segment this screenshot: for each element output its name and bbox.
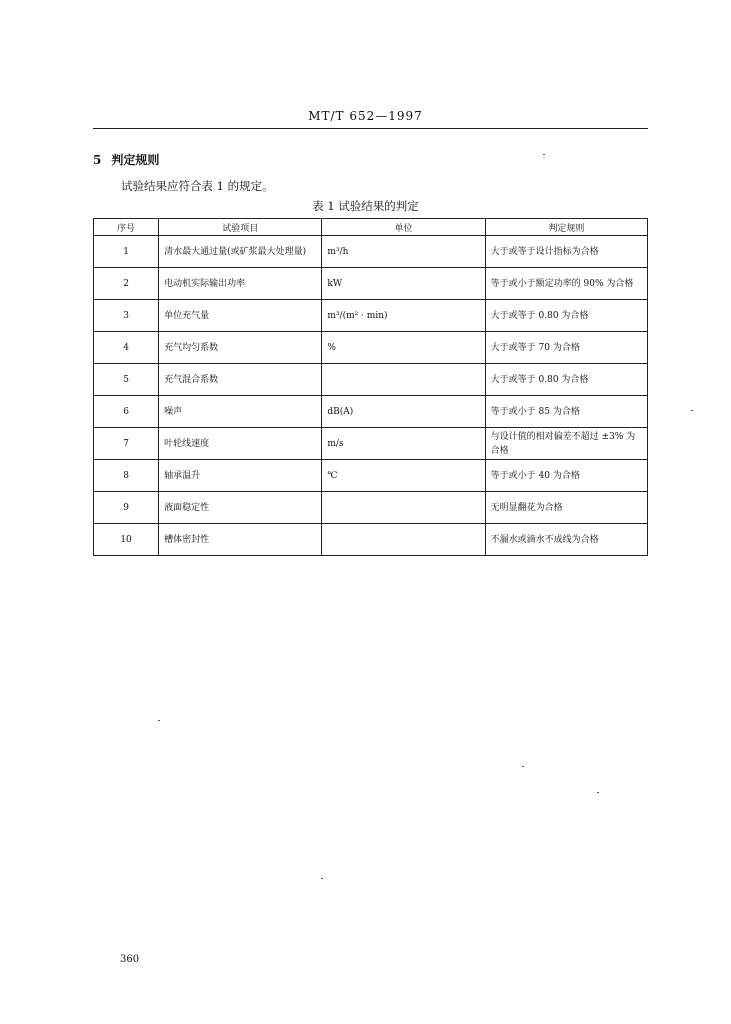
results-table — [93, 218, 648, 556]
section-title: 判定规则 — [111, 153, 160, 167]
cell-unit: % — [322, 332, 485, 364]
cell-no: 8 — [94, 460, 159, 492]
cell-rule: 无明显翻花为合格 — [485, 492, 647, 524]
scan-speck — [543, 154, 545, 155]
cell-item: 电动机实际输出功率 — [159, 268, 322, 300]
table-header-row — [94, 219, 648, 236]
cell-rule: 大于或等于设计指标为合格 — [485, 236, 647, 268]
cell-rule: 大于或等于 0.80 为合格 — [485, 364, 647, 396]
cell-unit: m/s — [322, 428, 485, 460]
cell-no: 5 — [94, 364, 159, 396]
cell-item: 槽体密封性 — [159, 524, 322, 556]
cell-unit — [322, 492, 485, 524]
section-heading — [93, 151, 159, 168]
table-row — [94, 492, 648, 524]
scan-speck — [158, 720, 160, 721]
table-row — [94, 268, 648, 300]
scan-speck — [597, 792, 599, 793]
cell-unit: m³/(m² · min) — [322, 300, 485, 332]
cell-unit: m³/h — [322, 236, 485, 268]
page-number: 360 — [120, 954, 140, 965]
table-row — [94, 396, 648, 428]
cell-item: 充气混合系数 — [159, 364, 322, 396]
column-header-unit: 单位 — [322, 219, 485, 236]
cell-no: 4 — [94, 332, 159, 364]
cell-no: 2 — [94, 268, 159, 300]
table-row — [94, 332, 648, 364]
table-caption: 表 1 试验结果的判定 — [312, 199, 419, 213]
cell-rule: 大于或等于 0.80 为合格 — [485, 300, 647, 332]
scan-speck — [691, 410, 693, 411]
intro-paragraph: 试验结果应符合表 1 的规定。 — [121, 179, 274, 193]
scan-speck — [522, 766, 524, 767]
cell-item: 充气均匀系数 — [159, 332, 322, 364]
table-row — [94, 236, 648, 268]
cell-rule: 与设计值的相对偏差不超过 ±3% 为合格 — [485, 428, 647, 460]
cell-rule: 不漏水或滴水不成线为合格 — [485, 524, 647, 556]
cell-no: 3 — [94, 300, 159, 332]
scan-speck — [321, 878, 323, 879]
header-rule — [93, 128, 648, 129]
cell-item: 轴承温升 — [159, 460, 322, 492]
column-header-item: 试验项目 — [159, 219, 322, 236]
page-header: MT/T 652—1997 — [308, 109, 423, 123]
cell-unit — [322, 364, 485, 396]
cell-no: 7 — [94, 428, 159, 460]
cell-unit: kW — [322, 268, 485, 300]
cell-unit — [322, 524, 485, 556]
table-row — [94, 428, 648, 460]
cell-unit: ℃ — [322, 460, 485, 492]
cell-item: 单位充气量 — [159, 300, 322, 332]
cell-item: 液面稳定性 — [159, 492, 322, 524]
column-header-rule: 判定规则 — [485, 219, 647, 236]
cell-unit: dB(A) — [322, 396, 485, 428]
table-row — [94, 460, 648, 492]
table-row — [94, 364, 648, 396]
cell-item: 噪声 — [159, 396, 322, 428]
section-number: 5 — [93, 153, 102, 167]
cell-no: 10 — [94, 524, 159, 556]
cell-rule: 等于或小于 40 为合格 — [485, 460, 647, 492]
cell-no: 1 — [94, 236, 159, 268]
cell-no: 6 — [94, 396, 159, 428]
cell-rule: 等于或小于额定功率的 90% 为合格 — [485, 268, 647, 300]
table-row — [94, 524, 648, 556]
cell-no: 9 — [94, 492, 159, 524]
column-header-no: 序号 — [94, 219, 159, 236]
table-row — [94, 300, 648, 332]
cell-rule: 等于或小于 85 为合格 — [485, 396, 647, 428]
cell-item: 叶轮线速度 — [159, 428, 322, 460]
cell-rule: 大于或等于 70 为合格 — [485, 332, 647, 364]
cell-item: 清水最大通过量(或矿浆最大处理量) — [159, 236, 322, 268]
